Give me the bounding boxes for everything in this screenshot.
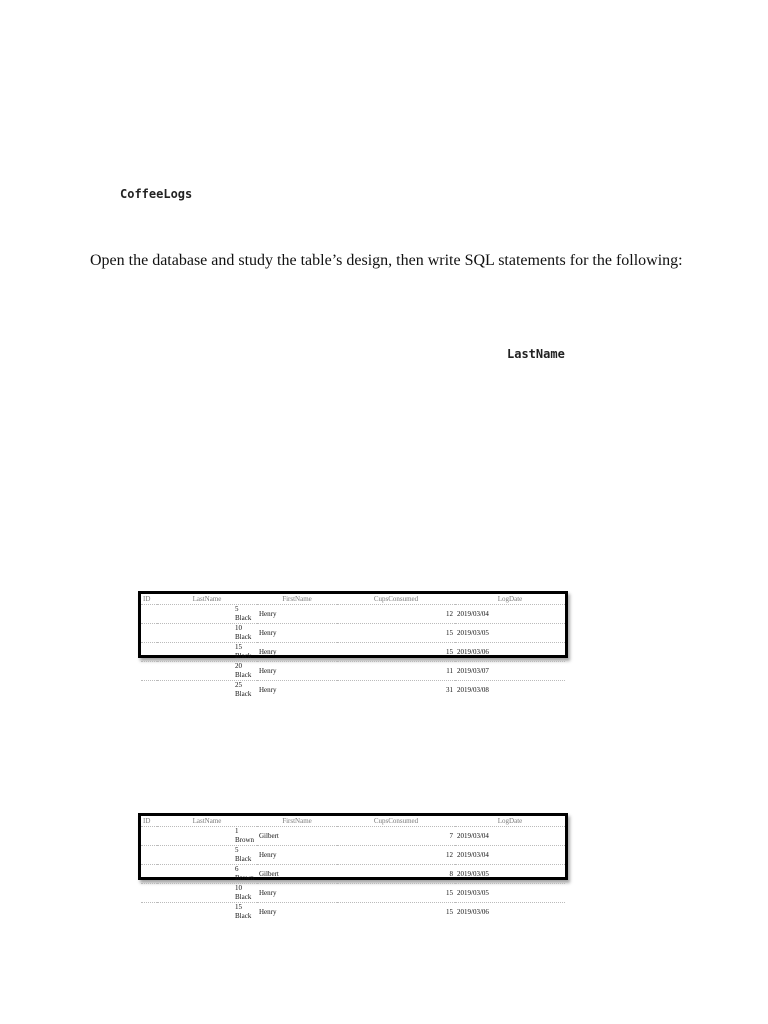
header-cupsconsumed: CupsConsumed xyxy=(373,594,419,603)
cell-firstname: Henry xyxy=(257,624,337,643)
table-row xyxy=(141,643,565,662)
cell-firstname: Gilbert xyxy=(257,827,337,846)
table-row xyxy=(141,846,565,865)
cell-logdate: 2019/03/04 xyxy=(455,846,565,865)
instruction-text: Open the database and study the table’s design, then write SQL statements for the following: xyxy=(90,252,683,269)
cell-spacer xyxy=(141,605,157,624)
header-cupsconsumed: CupsConsumed xyxy=(373,816,419,825)
cell-logdate: 2019/03/05 xyxy=(455,865,565,884)
cell-lastname: Black xyxy=(235,633,252,641)
cell-logdate: 2019/03/04 xyxy=(455,827,565,846)
cell-id xyxy=(157,903,257,922)
cell-cups: 31 xyxy=(337,681,455,700)
table-row xyxy=(141,605,565,624)
cell-spacer xyxy=(141,884,157,903)
cell-id xyxy=(157,884,257,903)
cell-spacer xyxy=(141,643,157,662)
table-row xyxy=(141,681,565,700)
cell-id-value: 15 xyxy=(235,903,242,911)
result-table-2 xyxy=(138,813,568,920)
cell-firstname: Henry xyxy=(257,605,337,624)
cell-cups: 15 xyxy=(337,884,455,903)
header-id: ID xyxy=(143,594,151,603)
cell-firstname: Henry xyxy=(257,903,337,922)
cell-logdate: 2019/03/08 xyxy=(455,681,565,700)
cell-spacer xyxy=(141,662,157,681)
header-firstname: FirstName xyxy=(282,594,312,603)
cell-spacer xyxy=(141,827,157,846)
header-row xyxy=(141,594,565,605)
cell-firstname: Gilbert xyxy=(257,865,337,884)
cell-id-value: 10 xyxy=(235,884,242,892)
cell-logdate: 2019/03/06 xyxy=(455,903,565,922)
cell-spacer xyxy=(141,846,157,865)
cell-firstname: Henry xyxy=(257,846,337,865)
cell-logdate: 2019/03/07 xyxy=(455,662,565,681)
cell-spacer xyxy=(141,624,157,643)
header-firstname: FirstName xyxy=(282,816,312,825)
cell-id-value: 6 xyxy=(235,865,239,873)
cell-id xyxy=(157,827,257,846)
header-logdate: LogDate xyxy=(497,594,523,603)
cell-cups: 8 xyxy=(337,865,455,884)
cell-id xyxy=(157,846,257,865)
result-grid-2 xyxy=(141,816,565,921)
cell-id-value: 10 xyxy=(235,624,242,632)
cell-lastname: Black xyxy=(235,912,252,920)
table-row xyxy=(141,827,565,846)
table-row xyxy=(141,884,565,903)
cell-id-value: 25 xyxy=(235,681,242,689)
cell-logdate: 2019/03/04 xyxy=(455,605,565,624)
cell-id-value: 20 xyxy=(235,662,242,670)
cell-cups: 11 xyxy=(337,662,455,681)
cell-spacer xyxy=(141,681,157,700)
table-body-2 xyxy=(141,827,565,922)
cell-lastname: Black xyxy=(235,690,252,698)
header-lastname: LastName xyxy=(192,594,222,603)
cell-cups: 15 xyxy=(337,624,455,643)
table-body-1 xyxy=(141,605,565,700)
table-row xyxy=(141,903,565,922)
cell-cups: 12 xyxy=(337,846,455,865)
cell-logdate: 2019/03/05 xyxy=(455,624,565,643)
cell-id xyxy=(157,681,257,700)
cell-id xyxy=(157,643,257,662)
cell-spacer xyxy=(141,865,157,884)
cell-spacer xyxy=(141,903,157,922)
cell-logdate: 2019/03/06 xyxy=(455,643,565,662)
cell-logdate: 2019/03/05 xyxy=(455,884,565,903)
cell-cups: 12 xyxy=(337,605,455,624)
cell-id-value: 1 xyxy=(235,827,239,835)
cell-id xyxy=(157,605,257,624)
cell-id-value: 5 xyxy=(235,605,239,613)
cell-id-value: 15 xyxy=(235,643,242,651)
cell-firstname: Henry xyxy=(257,643,337,662)
cell-id xyxy=(157,865,257,884)
cell-lastname: Black xyxy=(235,614,252,622)
result-grid-1 xyxy=(141,594,565,699)
cell-lastname: Brown xyxy=(235,836,255,844)
field-name-label: LastName xyxy=(507,347,565,361)
cell-lastname: Black xyxy=(235,855,252,863)
header-lastname: LastName xyxy=(192,816,222,825)
table-row xyxy=(141,624,565,643)
cell-id xyxy=(157,662,257,681)
cell-id xyxy=(157,624,257,643)
cell-firstname: Henry xyxy=(257,681,337,700)
header-logdate: LogDate xyxy=(497,816,523,825)
database-name: CoffeeLogs xyxy=(120,187,193,201)
result-table-1 xyxy=(138,591,568,698)
header-id: ID xyxy=(143,816,151,825)
cell-cups: 15 xyxy=(337,903,455,922)
cell-lastname: Black xyxy=(235,893,252,901)
cell-lastname: Black xyxy=(235,652,252,660)
cell-lastname: Black xyxy=(235,671,252,679)
table-row xyxy=(141,865,565,884)
header-row xyxy=(141,816,565,827)
cell-cups: 7 xyxy=(337,827,455,846)
cell-lastname: Brown xyxy=(235,874,255,882)
table-row xyxy=(141,662,565,681)
cell-firstname: Henry xyxy=(257,662,337,681)
cell-firstname: Henry xyxy=(257,884,337,903)
cell-id-value: 5 xyxy=(235,846,239,854)
cell-cups: 15 xyxy=(337,643,455,662)
